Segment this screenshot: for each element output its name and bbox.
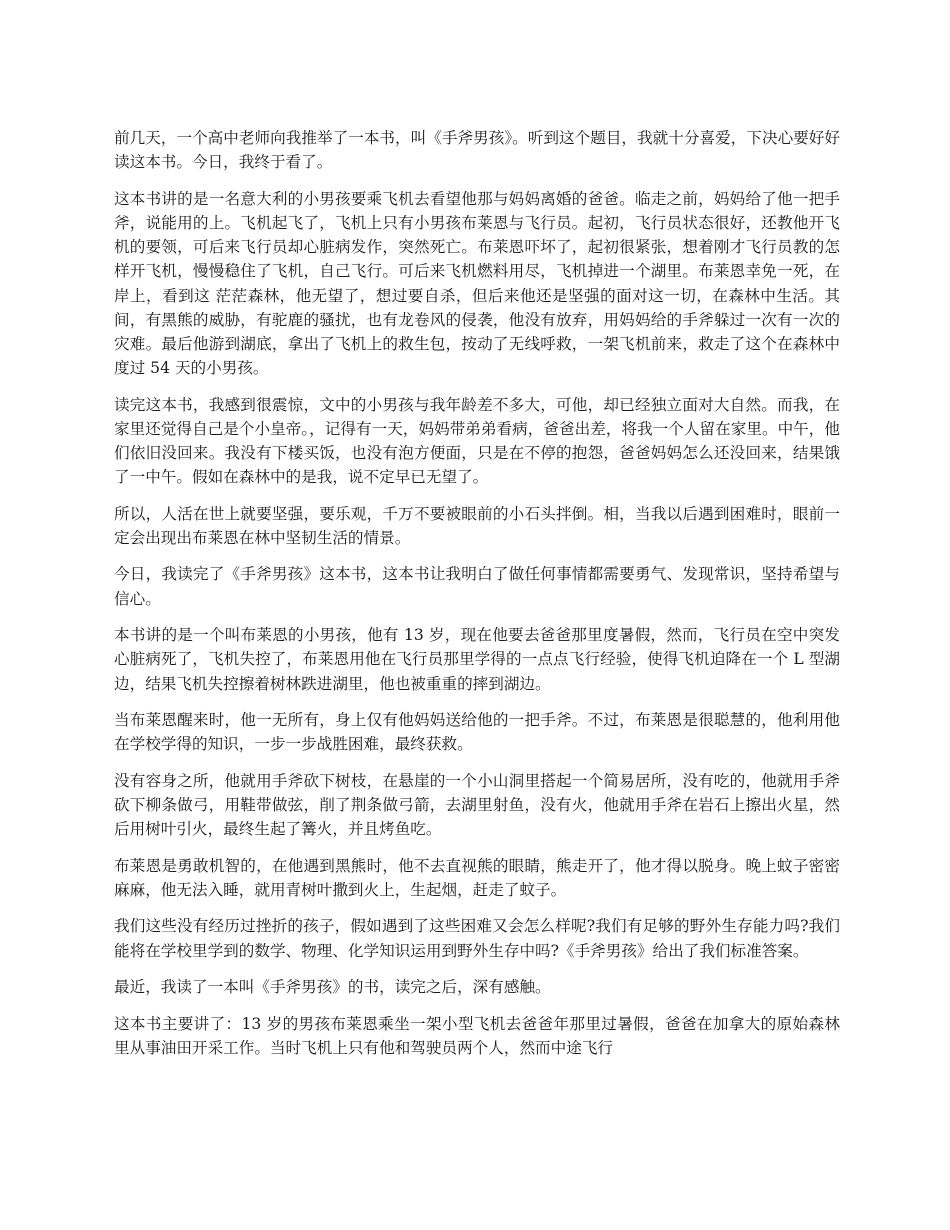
paragraph-2: 这本书讲的是一名意大利的小男孩要乘飞机去看望他那与妈妈离婚的爸爸。临走之前，妈妈给了他一把手斧，说能用的上。飞机起飞了，飞机上只有小男孩布莱恩与飞行员。起初，飞行员状态很好，还教他开飞机的要领，可后来飞行员却心脏病发作，突然死亡。布莱恩吓坏了，起初很紧张，想着刚才飞行员教的怎样开飞机，慢慢稳住了飞机，自己飞行。可后来飞机燃料用尽，飞机掉进一个湖里。布莱恩幸免一死，在岸上，看到这 茫茫森林，他无望了，想过要自杀，但后来他还是坚强的面对这一切，在森林中生活。其间，有黑熊的威胁，有驼鹿的骚扰，也有龙卷风的侵袭，他没有放弃，用妈妈给的手斧躲过一次有一次的灾难。最后他游到湖底，拿出了飞机上的救生包，按动了无线呼救，一架飞机前来，救走了这个在森林中度过 54 天的小男孩。 <box>114 189 840 378</box>
paragraph-5: 今日，我读完了《手斧男孩》这本书，这本书让我明白了做任何事情都需要勇气、发现常识，坚持希望与信心。 <box>114 565 840 608</box>
paragraph-6: 本书讲的是一个叫布莱恩的小男孩，他有 13 岁，现在他要去爸爸那里度暑假，然而，飞行员在空中突发心脏病死了，飞机失控了，布莱恩用他在飞行员那里学得的一点点飞行经验，使得飞机迫降在一个 L 型湖边，结果飞机失控擦着树林跌进湖里，他也被重重的摔到湖边。 <box>114 626 840 693</box>
paragraph-3: 读完这本书，我感到很震惊，文中的小男孩与我年龄差不多大，可他，却已经独立面对大自然。而我，在家里还觉得自己是个小皇帝。，记得有一天，妈妈带弟弟看病，爸爸出差，将我一个人留在家里。中午，他们依旧没回来。我没有下楼买饭，也没有泡方便面，只是在不停的抱怨，爸爸妈妈怎么还没回来，结果饿了一中午。假如在森林中的是我，说不定早已无望了。 <box>114 395 840 487</box>
paragraph-9: 布莱恩是勇敢机智的，在他遇到黑熊时，他不去直视熊的眼睛，熊走开了，他才得以脱身。晚上蚊子密密麻麻，他无法入睡，就用青树叶撒到火上，生起烟，赶走了蚊子。 <box>114 856 840 899</box>
document-body <box>114 126 840 1072</box>
paragraph-8: 没有容身之所，他就用手斧砍下树枝，在悬崖的一个小山洞里搭起一个简易居所，没有吃的，他就用手斧砍下柳条做弓，用鞋带做弦，削了荆条做弓箭，去湖里射鱼，没有火，他就用手斧在岩石上擦出火星，然后用树叶引火，最终生起了篝火，并且烤鱼吃。 <box>114 771 840 839</box>
paragraph-12: 这本书主要讲了：13 岁的男孩布莱恩乘坐一架小型飞机去爸爸年那里过暑假，爸爸在加拿大的原始森林里从事油田开采工作。当时飞机上只有他和驾驶员两个人，然而中途飞行 <box>114 1014 840 1057</box>
paragraph-10: 我们这些没有经历过挫折的孩子，假如遇到了这些困难又会怎么样呢?我们有足够的野外生存能力吗?我们能将在学校里学到的数学、物理、化学知识运用到野外生存中吗?《手斧男孩》给出了我们标准答案。 <box>114 917 840 960</box>
paragraph-7: 当布莱恩醒来时，他一无所有，身上仅有他妈妈送给他的一把手斧。不过，布莱恩是很聪慧的，他利用他在学校学得的知识，一步一步战胜困难，最终获救。 <box>114 711 840 754</box>
paragraph-1: 前几天，一个高中老师向我推举了一本书，叫《手斧男孩》。听到这个题目，我就十分喜爱，下决心要好好读这本书。今日，我终于看了。 <box>114 129 840 172</box>
paragraph-4: 所以，人活在世上就要坚强，要乐观，千万不要被眼前的小石头拌倒。相，当我以后遇到困难时，眼前一定会出现出布莱恩在林中坚韧生活的情景。 <box>114 504 840 547</box>
paragraph-11: 最近，我读了一本叫《手斧男孩》的书，读完之后，深有感触。 <box>114 978 551 997</box>
